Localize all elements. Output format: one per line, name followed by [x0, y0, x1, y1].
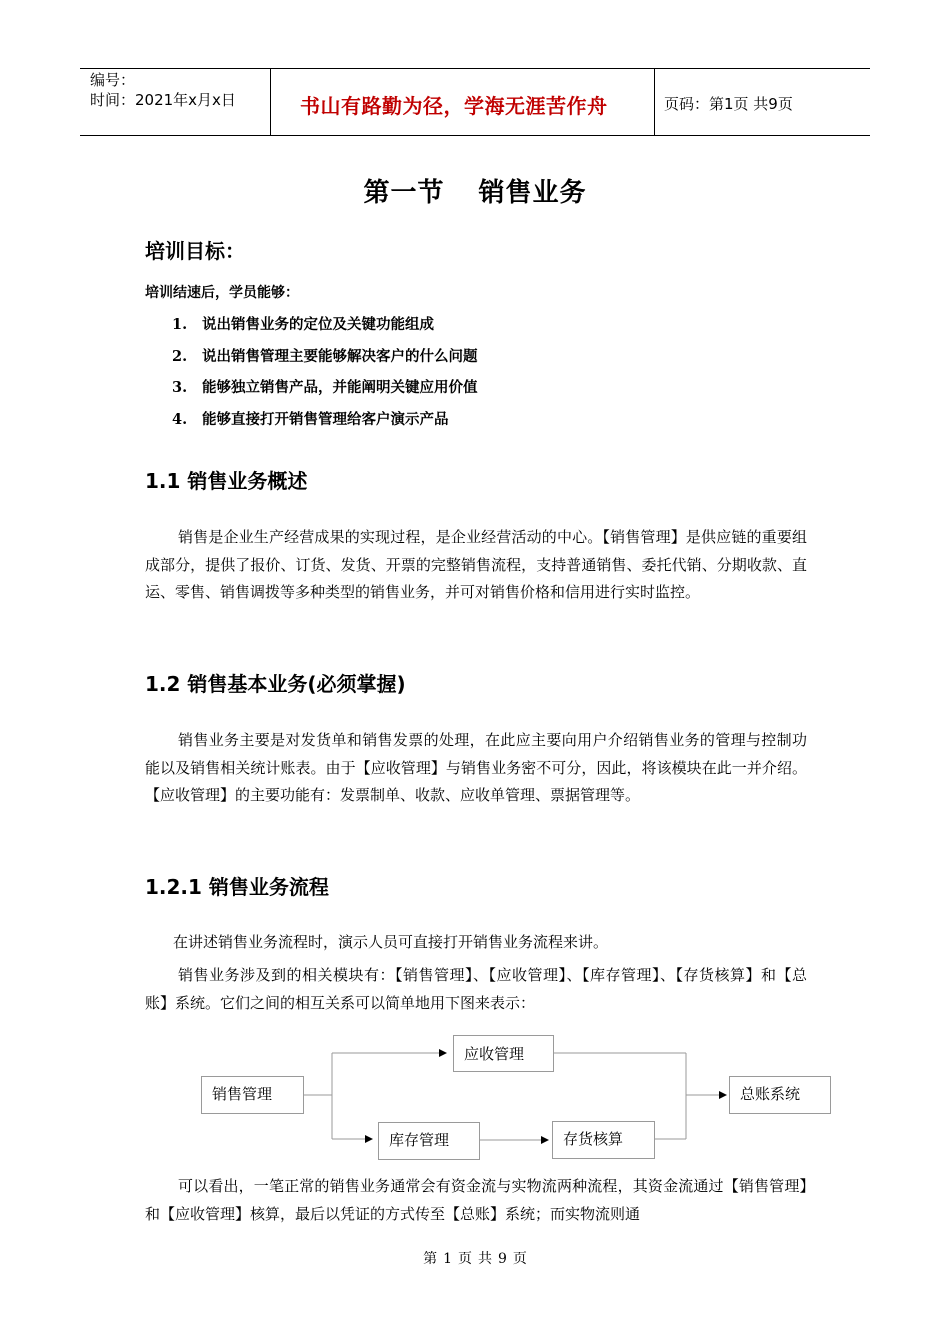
training-heading: 培训目标： [145, 239, 245, 263]
section-1-2-heading: 1.2 销售基本业务(必须掌握) [145, 672, 406, 696]
goal-text: 能够直接打开销售管理给客户演示产品 [202, 412, 449, 428]
footer-text: 页 [458, 1251, 472, 1267]
footer-text: 页 [512, 1251, 527, 1267]
footer-total-pages: 9 [498, 1251, 507, 1267]
goal-number: 3. [172, 379, 188, 396]
header-date: 时间：2021年x月x日 [90, 91, 236, 109]
section-1-2-1-heading: 1.2.1 销售业务流程 [145, 875, 329, 899]
node-general-ledger [729, 1076, 831, 1114]
node-label: 销售管理 [212, 1085, 273, 1103]
header-page-info: 页码：第1页 共9页 [664, 95, 793, 113]
footer-page-number: 1 [443, 1251, 452, 1267]
header-motto: 书山有路勤为径，学海无涯苦作舟 [300, 94, 608, 118]
page-footer [0, 1248, 950, 1268]
footer-text: 第 [423, 1251, 438, 1267]
node-label: 存货核算 [563, 1130, 624, 1148]
training-intro: 培训结速后，学员能够： [145, 285, 299, 301]
goal-text: 说出销售业务的定位及关键功能组成 [202, 317, 434, 333]
node-sales-management [201, 1076, 304, 1114]
section-1-2-paragraph: 销售业务主要是对发货单和销售发票的处理，在此应主要向用户介绍销售业务的管理与控制功能以及销售相关统计账表。由于【应收管理】与销售业务密不可分，因此，将该模块在此一并介绍。【应收管理】的主要功能有：发票制单、收款、应收单管理、票据管理等。 [145, 731, 807, 804]
node-label: 库存管理 [389, 1131, 450, 1149]
node-label: 应收管理 [464, 1045, 525, 1063]
node-inventory-costing [552, 1121, 655, 1159]
section-1-1-heading: 1.1 销售业务概述 [145, 469, 308, 493]
title-part2: 销售业务 [478, 178, 587, 208]
goal-number: 1. [172, 316, 188, 333]
goal-text: 能够独立销售产品，并能阐明关键应用价值 [202, 380, 478, 396]
node-inventory-management [378, 1122, 480, 1160]
node-label: 总账系统 [740, 1085, 801, 1103]
goal-number: 4. [172, 411, 188, 428]
section-1-2-1-paragraph: 销售业务涉及到的相关模块有：【销售管理】、【应收管理】、【库存管理】、【存货核算】和【总账】系统。它们之间的相互关系可以简单地用下图来表示： [145, 966, 807, 1012]
section-1-2-1-paragraph: 在讲述销售业务流程时，演示人员可直接打开销售业务流程来讲。 [173, 933, 609, 951]
title-part1: 第一节 [363, 178, 445, 208]
header-number: 编号： [90, 71, 136, 89]
section-1-1-paragraph: 销售是企业生产经营成果的实现过程，是企业经营活动的中心。【销售管理】是供应链的重要组成部分，提供了报价、订货、发货、开票的完整销售流程，支持普通销售、委托代销、分期收款、直运、零售、销售调拨等多种类型的销售业务，并可对销售价格和信用进行实时监控。 [145, 528, 807, 601]
section-1-2-1-paragraph: 可以看出，一笔正常的销售业务通常会有资金流与实物流两种流程，其资金流通过【销售管理】和【应收管理】核算，最后以凭证的方式传至【总账】系统；而实物流则通 [145, 1177, 807, 1223]
goal-number: 2. [172, 348, 188, 365]
footer-text: 共 [478, 1251, 492, 1267]
node-receivables-management [453, 1035, 554, 1072]
goal-text: 说出销售管理主要能够解决客户的什么问题 [202, 349, 478, 365]
